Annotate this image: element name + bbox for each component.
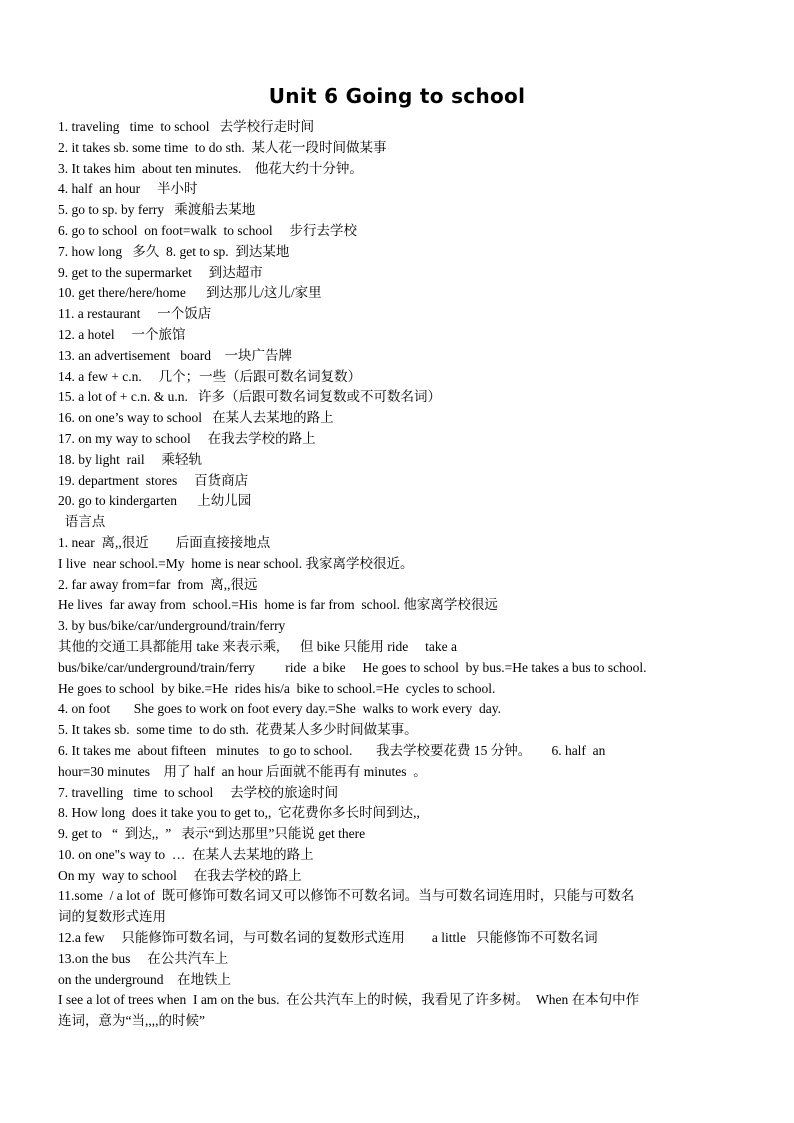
text-line: bus/bike/car/underground/train/ferry ride a bike He goes to school by bus.=He takes a bus to school. <box>58 659 647 675</box>
text-line: 11. a restaurant 一个饭店 <box>58 306 212 322</box>
text-line: 5. It takes sb. some time to do sth. 花费某人多少时间做某事。 <box>58 722 418 738</box>
text-line: He lives far away from school.=His home is far from school. 他家离学校很远 <box>58 597 498 613</box>
text-line: 20. go to kindergarten 上幼儿园 <box>58 493 252 509</box>
text-line: 2. it takes sb. some time to do sth. 某人花一段时间做某事 <box>58 139 387 155</box>
text-line: 18. by light rail 乘轻轨 <box>58 451 202 467</box>
text-line: 16. on one’s way to school 在某人去某地的路上 <box>58 410 334 426</box>
text-line: 3. It takes him about ten minutes. 他花大约十分钟。 <box>58 160 363 176</box>
text-line: 14. a few + c.n. 几个；一些（后跟可数名词复数） <box>58 368 362 384</box>
text-line: 9. get to “ 到达,, ” 表示“到达那里”只能说 get there <box>58 826 366 842</box>
text-line: 13. an advertisement board 一块广告牌 <box>58 347 292 363</box>
text-line: 4. on foot She goes to work on foot every day.=She walks to work every day. <box>58 701 502 717</box>
text-line: 7. travelling time to school 去学校的旅途时间 <box>58 784 339 800</box>
text-line: 19. department stores 百货商店 <box>58 472 249 488</box>
text-line: 词的复数形式连用 <box>58 909 166 925</box>
text-line: 9. get to the supermarket 到达超市 <box>58 264 263 280</box>
text-line: 1. near 离,,很近 后面直接接地点 <box>58 534 271 550</box>
page-title: Unit 6 Going to school <box>268 84 526 108</box>
text-line: 11.some / a lot of 既可修饰可数名词又可以修饰不可数名词。当与可数名词连用时，只能与可数名 <box>58 888 635 904</box>
text-line: 10. get there/here/home 到达那儿/这儿/家里 <box>58 285 322 301</box>
text-line: 1. traveling time to school 去学校行走时间 <box>58 119 315 134</box>
text-line: 12. a hotel 一个旅馆 <box>58 326 186 342</box>
text-line: 连词，意为“当,,,,的时候” <box>58 1013 205 1029</box>
text-line: 6. It takes me about fifteen minutes to go to school. 我去学校要花费 15 分钟。 6. half an <box>58 742 606 758</box>
text-line: 3. by bus/bike/car/underground/train/ferry <box>58 618 286 634</box>
content-lines <box>58 117 748 1032</box>
text-line: 8. How long does it take you to get to,, 它花费你多长时间到达,, <box>58 805 420 821</box>
text-line: 7. how long 多久 8. get to sp. 到达某地 <box>58 243 290 259</box>
text-line: 13.on the bus 在公共汽车上 <box>58 950 229 966</box>
text-line: 17. on my way to school 在我去学校的路上 <box>58 430 316 446</box>
text-line: hour=30 minutes 用了 half an hour 后面就不能再有 minutes 。 <box>58 763 427 779</box>
text-line: I see a lot of trees when I am on the bus. 在公共汽车上的时候，我看见了许多树。 When 在本句中作 <box>58 992 640 1008</box>
text-line: He goes to school by bike.=He rides his/a bike to school.=He cycles to school. <box>58 680 496 696</box>
text-line: 15. a lot of + c.n. & u.n. 许多（后跟可数名词复数或不可数名词） <box>58 389 441 405</box>
text-line: I live near school.=My home is near school. 我家离学校很近。 <box>58 555 414 571</box>
text-line: 2. far away from=far from 离,,很远 <box>58 576 258 592</box>
text-line: 6. go to school on foot=walk to school 步行去学校 <box>58 222 357 238</box>
text-line: 5. go to sp. by ferry 乘渡船去某地 <box>58 202 256 218</box>
text-line: 12.a few 只能修饰可数名词，与可数名词的复数形式连用 a little 只能修饰不可数名词 <box>58 930 598 946</box>
text-line: On my way to school 在我去学校的路上 <box>58 867 302 883</box>
text-line: 语言点 <box>58 514 106 530</box>
text-line: 4. half an hour 半小时 <box>58 181 198 197</box>
text-line: 10. on one"s way to … 在某人去某地的路上 <box>58 846 314 862</box>
text-line: on the underground 在地铁上 <box>58 971 231 987</box>
text-line: 其他的交通工具都能用 take 来表示乘, 但 bike 只能用 ride take a <box>58 638 457 654</box>
